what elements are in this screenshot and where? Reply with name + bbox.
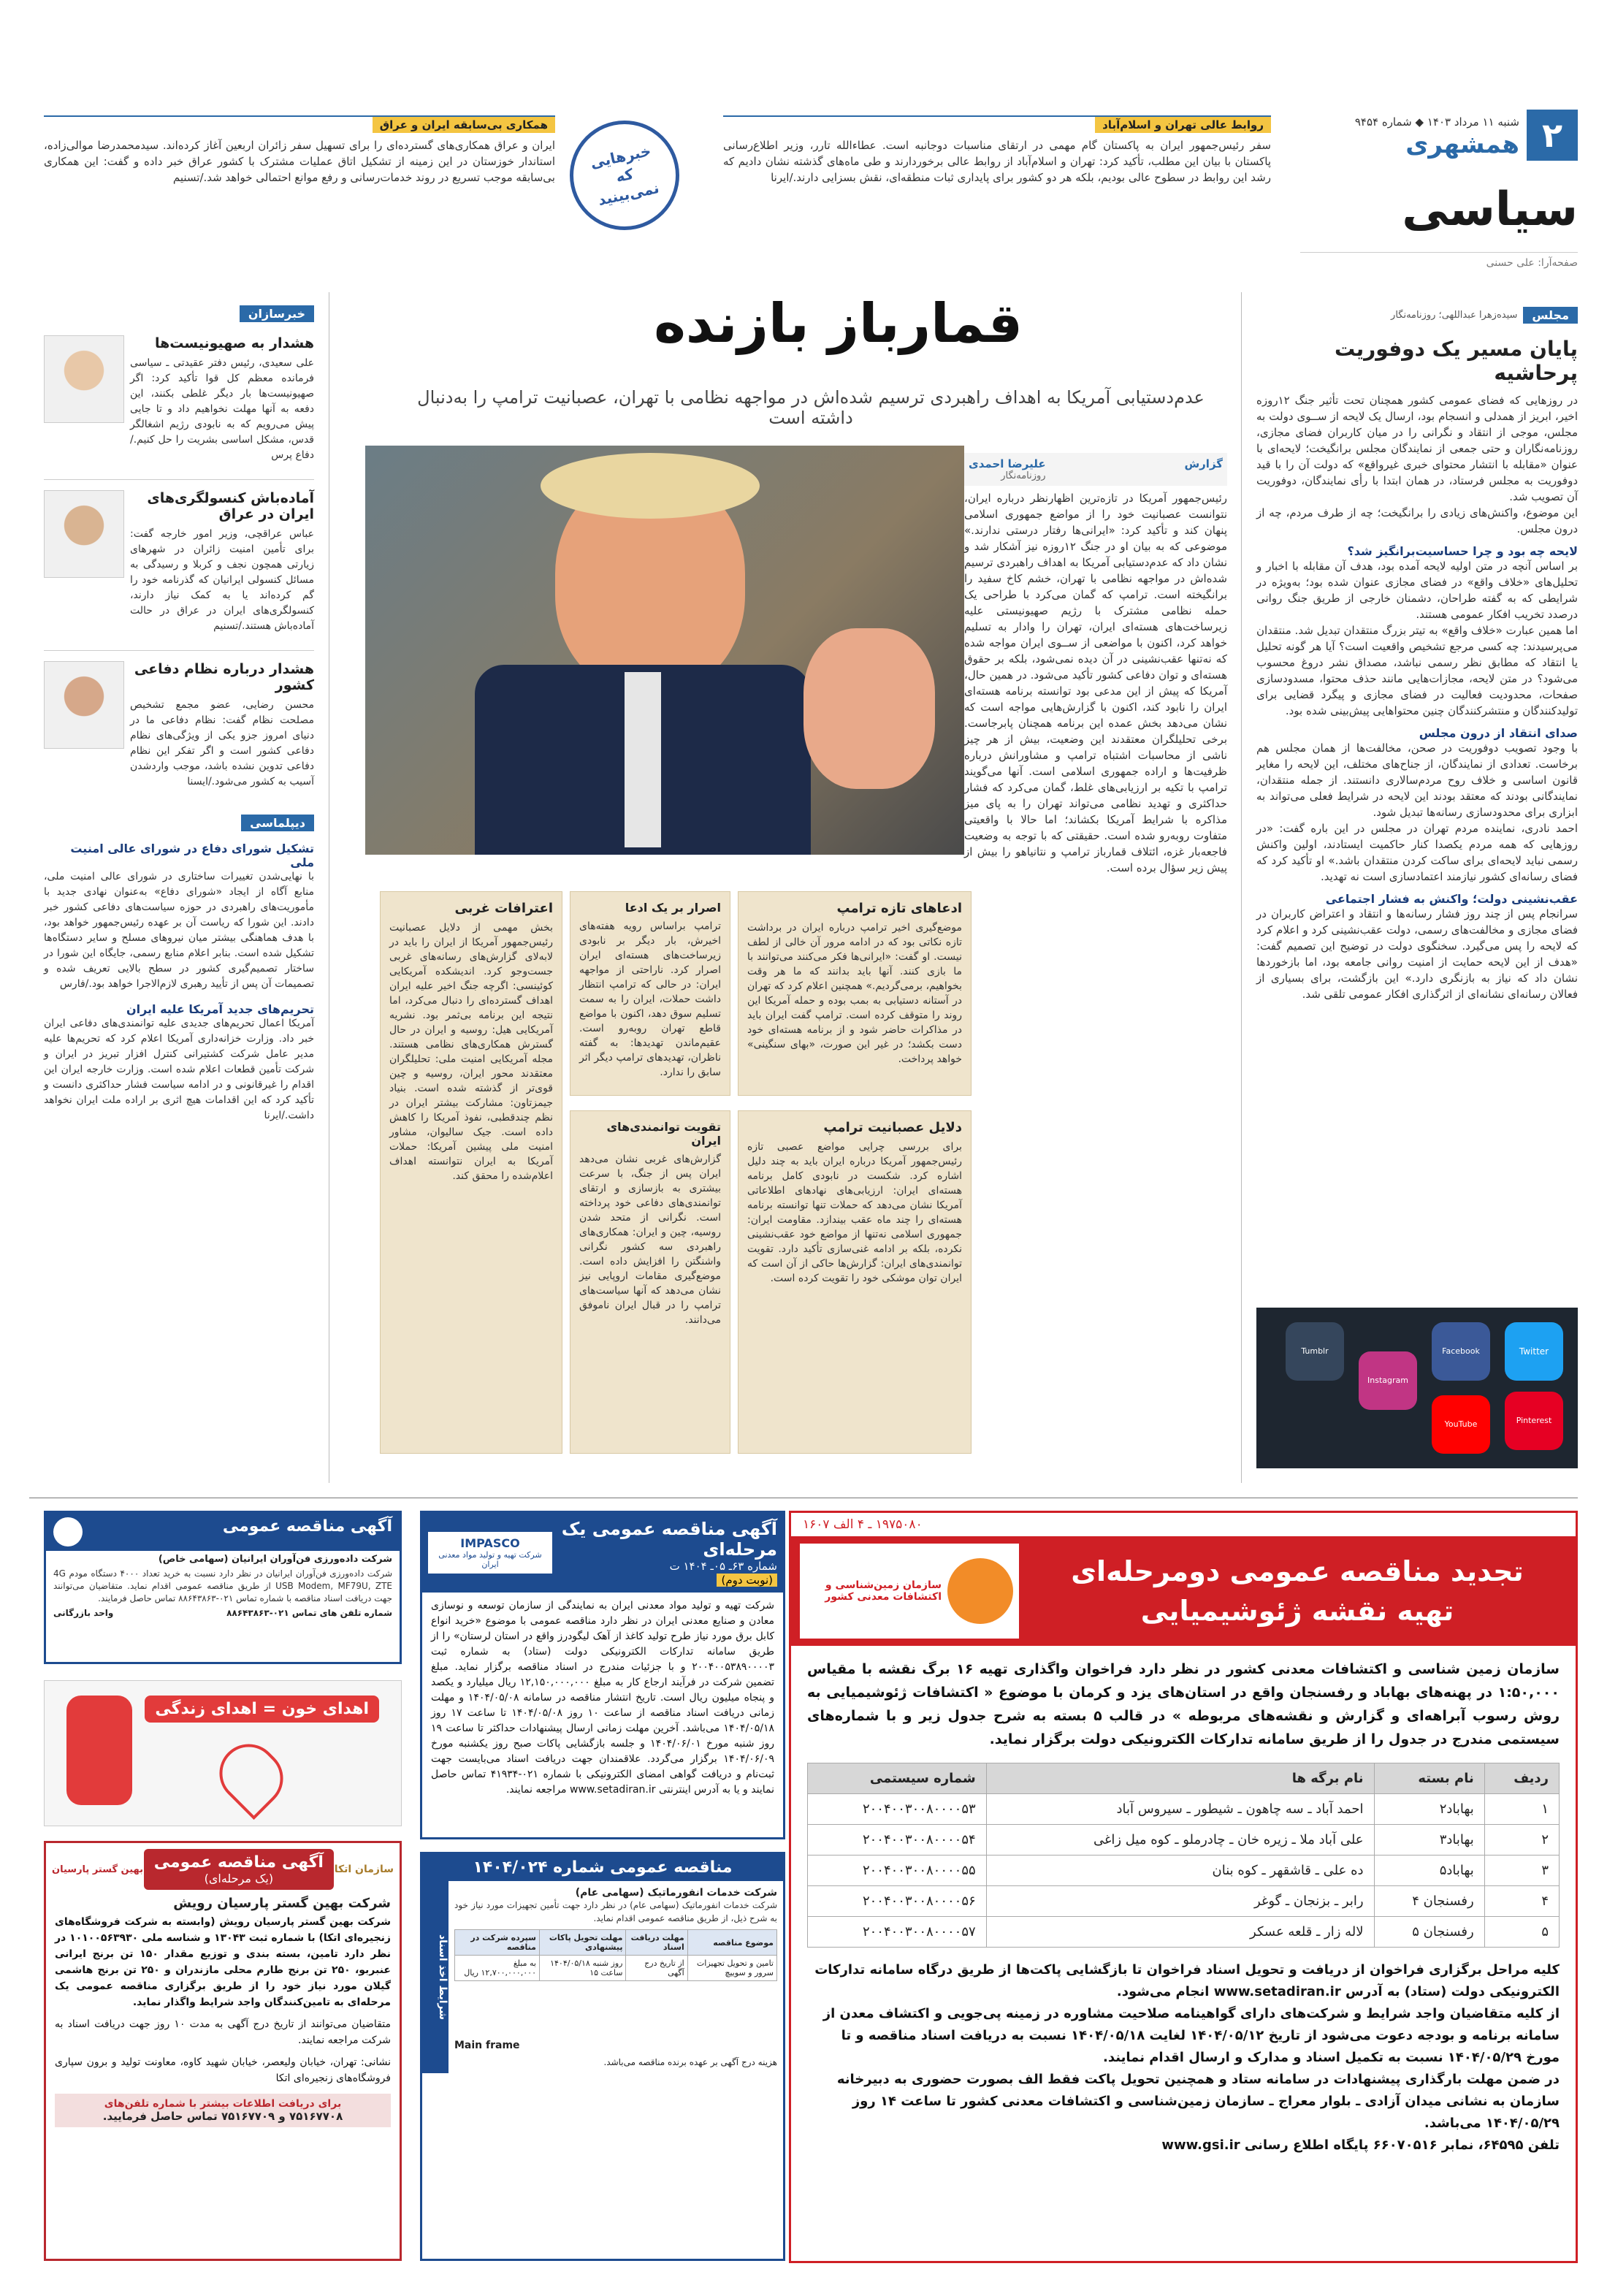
editor-credit: صفحه‌آرا: علی حسنی <box>1486 257 1578 269</box>
fanavaran-title: آگهی مناقصه عمومی <box>222 1517 392 1536</box>
gsi-title1: تجدید مناقصه عمومی دومرحله‌ای <box>1071 1555 1524 1587</box>
table-row: ۱ بهاباد۲ احمد آباد ـ سه چاهون ـ شیطور ـ سیروس آباد ۲۰۰۴۰۰۳۰۰۸۰۰۰۰۵۳ <box>808 1794 1560 1825</box>
behin-title: آگهی مناقصه عمومی <box>153 1853 324 1872</box>
behin-org: سازمان اتکا <box>334 1864 394 1875</box>
khadamat-title: مناقصه عمومی شماره ۱۴۰۴/۰۲۴ <box>422 1854 783 1881</box>
box-western-text: بخش مهمی از دلایل عصبانیت رئیس‌جمهور آمریکا از ایران را باید در لابه‌لای گزارش‌های رسانه‌های غربی جست‌وجو کرد. اندیشکده آمریکایی کوئینسی: اگرچه جنگ اخیر علیه ایران اهداف گسترده‌ای را دنبال می‌کرد، اما نتیجه این برنامه بی‌ثمر بود. نشریه آمریکایی هیل: روسیه و ایران در حال گسترش همکاری‌های نظامی هستند. مجله آمریکایی امنیت ملی: تحلیلگران معتقدند محور ایران، روسیه و چین قوی‌تر از گذشته شده است. بنیاد جیمزتاون: مشارکت بیشتر ایران در نظم چندقطبی، نفوذ آمریکا را کاهش داده است. جیک سالیوان، مشاور امنیت ملی پیشین آمریکا: حملات آمریکا به ایران نتوانسته اهداف اعلام‌شده را محقق کند. <box>389 922 553 1182</box>
majles-h2: صدای انتقاد از درون مجلس <box>1419 726 1578 740</box>
majles-title: پایان مسیر یک دوفوریت پرحاشیه <box>1335 337 1578 385</box>
gsi-bullet-1: کلیه مراحل برگزاری فراخوان از دریافت و تحویل اسناد فراخوان تا بازگشایی پاکت‌ها از طریق درگاه سامانه تدارکات الکترونیکی دولت (ستاد) به آدرس www.setadiran.ir انجام می‌شود. <box>814 1962 1560 1999</box>
fanavaran-phone: شماره تلفن های تماس ۰۲۱-۸۸۶۴۳۸۶۳ <box>226 1608 392 1618</box>
majles-p2: این موضوع، واکنش‌های زیادی را برانگیخت؛ چه از طرف مردم، چه از درون مجلس. <box>1256 506 1578 535</box>
main-headline: قمارباز بازنده <box>654 292 1023 355</box>
byline-name: علیرضا احمدی <box>969 457 1046 470</box>
impasco-turn: (نوبت دوم) <box>717 1574 777 1587</box>
avatar-saeedi <box>44 335 124 423</box>
ad-khadamat <box>420 1852 785 2261</box>
ad-gsi <box>789 1511 1578 2263</box>
khadamat-mainframe: Main frame <box>454 2040 520 2051</box>
avatar-araghchi <box>44 490 124 578</box>
teaser-right-title: روابط عالی تهران و اسلام‌آباد <box>1095 117 1271 133</box>
majles-p6: احمد نادری، نماینده مردم تهران در مجلس در این باره گفت: «در روزهایی که همه مردم یکصدا کنار حاکمیت ایستادند، اولین واکنش رسمی نباید لایحه‌ای برای ساکت کردن منتقدان باشد.» او تأکید کرد که فضای رسانه‌ای کشور نیازمند اعتمادسازی است نه تهدید. <box>1256 822 1578 883</box>
behin-subtitle: (یک مرحله‌ای) <box>204 1872 274 1885</box>
gsi-table <box>807 1763 1560 1948</box>
gsi-org: سازمان زمین‌شناسی و اکتشافات معدنی کشور <box>825 1579 942 1603</box>
no-see-stamp <box>560 110 690 240</box>
ad-fanavaran <box>44 1511 402 1664</box>
impasco-org: شرکت تهیه و تولید مواد معدنی ایران <box>438 1550 542 1569</box>
box-strength-title: تقویت توانمندی‌های ایران <box>606 1120 721 1148</box>
impasco-text: شرکت تهیه و تولید مواد معدنی ایران به نمایندگی از سازمان توسعه و نوسازی معادن و صنایع معدنی ایران در نظر دارد مناقصه عمومی با موضوع «خرید انواع کابل برق مورد نیاز طرح تولید کاغذ از آهک لیگودرز واقع در استان لرستان» را از طریق سامانه تدارکات الکترونیکی دولت (ستاد) به شماره ثبت ۲۰۰۴۰۰۵۳۸۹۰۰۰۰۳ و با جزئیات مندرج در اسناد مناقصه برگزار نماید. مبلغ تضمین شرکت در فرآیند ارجاع کار به مبلغ ۱۲,۱۵۰,۰۰۰,۰۰۰ ریال میلیارد و یکصد و پنجاه میلیون ریال است. تاریخ انتشار مناقصه در سامانه ۱۴۰۴/۰۵/۰۸ و مهلت زمانی دریافت اسناد مناقصه از ساعت ۱۰ روز ۱۴۰۴/۰۵/۰۸ تا ساعت ۱۷ روز ۱۴۰۴/۰۵/۱۸ می‌باشد. آخرین مهلت زمانی ارسال پیشنهادات حداکثر تا ساعت ۱۹ روز شنبه مورخ ۱۴۰۴/۰۶/۰۱ و جلسه بازگشایی پاکات صبح روز یکشنبه مورخ ۱۴۰۴/۰۶/۰۹ برگزار می‌گردد. علاقمندان جهت دریافت اسناد می‌بایست جهت ثبت‌نام و دریافت گواهی امضای الکترونیکی با شماره ۰۲۱-۴۱۹۳۴ تماس حاصل نمایند و یا به آدرس اینترنتی www.setadiran.ir مراجعه نمایند. <box>431 1600 775 1796</box>
box-insist-text: ترامپ براساس رویه هفته‌های اخیرش، بار دیگر بر نابودی زیرساخت‌های هسته‌ای ایران اصرار کرد. ناراحتی از مواجهه ایران: در حالی که ترامپ انتظار داشت حملات، ایران را به سمت تسلیم سوق دهد، اکنون با مواضع قاطع تهران روبه‌رو است. عقیم‌ماندن تهدیدها: به گفته ناظران، تهدیدهای ترامپ دیگر اثر سابق را ندارد. <box>579 920 721 1078</box>
section-title: سیاسی <box>1402 183 1578 237</box>
table-row: ۴ رفسنجان ۴ رابر ـ بزنجان ـ گوغر ۲۰۰۴۰۰۳۰۰۸۰۰۰۰۵۶ <box>808 1886 1560 1917</box>
main-subtitle: عدم‌دستیابی آمریکا به اهداف راهبردی ترسیم شده‌اش در مواجهه نظامی با تهران، عصبانیت ترامپ را به‌دنبال داشته است <box>417 387 1205 428</box>
khadamat-side: شرایط اخذ اسناد <box>422 1881 448 2073</box>
ad-behin <box>44 1841 402 2261</box>
n1-title: هشدار به صهیونیست‌ها <box>154 335 314 351</box>
page-number: ۲ <box>1527 110 1578 161</box>
khadamat-table: موضوع مناقصه مهلت دریافت اسناد مهلت تحویل پاکات پیشنهادی سپرده شرکت در مناقصه تامین و تحویل تجهیزات سرور و سوییچ از تاریخ درج آگهی روز شنبه ۱۴۰۴/۰۵/۱۸ ساعت ۱۵ به مبلغ ۱۲,۷۰۰,۰۰۰,۰۰۰ ریال <box>454 1929 777 1981</box>
box-western-title: اعترافات غربی <box>454 901 553 916</box>
blood-slogan: اهدای خون = اهدای زندگی <box>145 1696 379 1723</box>
paper-logo: همشهری <box>1405 130 1519 159</box>
fanavaran-logo-icon <box>53 1517 83 1546</box>
teaser-left-title: همکاری بی‌سابقه ایران و عراق <box>373 117 555 133</box>
behin-deadline: متقاضیان می‌توانند از تاریخ درج آگهی به مدت ۱۰ روز جهت دریافت اسناد به شرکت مراجعه نمایند. <box>55 2018 391 2046</box>
impasco-brand: IMPASCO <box>460 1536 520 1550</box>
n1-text: علی سعیدی، رئیس دفتر عقیدتی ـ سیاسی فرمانده معظم کل قوا تأکید کرد: اگر صهیونیست‌ها بار دیگر غلطی بکنند، این دفعه به آنها مهلت نخواهیم داد و تا جایی پیش می‌رویم که به نابودی رژیم اشغالگر قدس، مشکل اساسی بشریت را حل کنیم./دفاع پرس <box>130 357 314 461</box>
byline-role: روزنامه‌نگار <box>1001 470 1046 481</box>
facebook-icon: Facebook <box>1432 1322 1490 1381</box>
paper-box-insist <box>570 891 730 1096</box>
gsi-th: ردیف <box>1484 1763 1559 1794</box>
behin-company: شرکت بهین گستر پارسیان رویش <box>173 1896 391 1911</box>
n4-title: تشکیل شورای دفاع در شورای عالی امنیت ملی <box>70 842 314 869</box>
n2-title: آماده‌باش کنسولگری‌های ایران در عراق <box>147 490 314 522</box>
box-reasons-title: دلایل عصبانیت ترامپ <box>823 1120 962 1135</box>
box-claims-text: موضع‌گیری اخیر ترامپ درباره ایران در برداشت تازه نکاتی بود که در ادامه مرور آن خالی از لطف نیست. او گفت: «ایرانی‌ها فکر می‌کنند می‌توانند با ما بازی کنند. آنها باید بدانند که ما هر وقت بخواهیم، برمی‌گردیم.» همچنین اعلام کرد که تهران در آستانه دستیابی به بمب بوده و حمله آمریکا این روند را متوقف کرده است. ترامپ گفت ایران باید در مذاکرات حاضر شود و از برنامه هسته‌ای خود دست بکشد؛ در غیر این صورت، «بهای سنگینی» خواهد پرداخت. <box>747 922 962 1065</box>
top-teaser-right <box>723 115 1271 225</box>
impasco-title: آگهی مناقصه عمومی یک مرحله‌ای <box>561 1519 777 1560</box>
impasco-number: شماره ۶۳ـ ۰۵ـ ۱۴۰۴ ت <box>669 1560 777 1573</box>
behin-brand: بهین گستر پارسیان <box>52 1864 144 1875</box>
left-column <box>44 307 314 1505</box>
khadamat-foot: هزینه درج آگهی بر عهده برنده مناقصه می‌باشد. <box>603 2057 777 2067</box>
n4-text: با نهایی‌شدن تغییرات ساختاری در شورای عالی امنیت ملی، منابع آگاه از ایجاد «شورای دفاع» به‌عنوان نهادی جدید با مأموریت‌های راهبردی در حوزه سیاست‌های دفاعی کشور خبر دادند. این شورا که ریاست آن بر عهده رئیس‌جمهور خواهد بود، با هدف هماهنگی بیشتر میان نیروهای مسلح و سایر دستگاه‌ها تشکیل شده است. بنابر اعلام منابع رسمی، جایگاه این شورا در ساختار تصمیم‌گیری کشور در سطح بالایی تعریف شده و تصمیمات آن پس از تأیید رهبری لازم‌الاجرا خواهد بود./فارس <box>44 871 314 990</box>
pinterest-icon: Pinterest <box>1505 1392 1563 1450</box>
n2-text: عباس عراقچی، وزیر امور خارجه گفت: برای تأمین امنیت زائران در شهرهای زیارتی همچون نجف و کربلا و رسیدگی به مسائل کنسولی ایرانیان که گذرنامه خود را گم کرده‌اند یا به کمک نیاز دارند، کنسولگری‌های ایران در عراق در حالت آماده‌باش هستند./تسنیم <box>130 528 314 632</box>
ad-blood-donation <box>44 1680 402 1826</box>
paper-box-claims <box>738 891 972 1096</box>
behin-phone-label: برای دریافت اطلاعات بیشتر با شماره تلفن‌های <box>104 2098 342 2110</box>
n5-title: تحریم‌های جدید آمریکا علیه ایران <box>126 1002 314 1016</box>
gsi-ad-id: ۱۹۷۵۰۸۰ ـ ۴ الف ۱۶۰۷ <box>803 1517 923 1532</box>
paper-box-western <box>380 891 562 1454</box>
masthead <box>1300 110 1578 263</box>
social-media-image <box>1256 1308 1578 1468</box>
ad-impasco <box>420 1511 785 1839</box>
stamp-text: خبرهایی که نمی‌بینید <box>588 142 661 209</box>
youtube-icon: YouTube <box>1432 1395 1490 1454</box>
majles-p5: با وجود تصویب دوفوریت در صحن، مخالفت‌ها از همان مجلس هم برخاست. تعدادی از نمایندگان، از جناح‌های مختلف، این لایحه را مغایر قانون اساسی و خلاف روح مردم‌سالاری دانستند. از جمله منتقدان، نمایندگانی بودند که معتقد بودند این لایحه در شرایط فعلی می‌تواند به ابزاری برای محدودسازی رسانه‌ها تبدیل شود. <box>1256 741 1578 819</box>
gsi-contact: تلفن ۶۴۵۹۵، نمابر ۶۶۰۷۰۵۱۶ پایگاه اطلاع رسانی www.gsi.ir <box>1161 2137 1560 2153</box>
behin-address: نشانی: تهران، خیابان ولیعصر، خیابان شهید کاوه، معاونت تولید و برون سپاری فروشگاه‌های زنجیره‌ای اتکا <box>55 2056 391 2084</box>
gsi-bullet-3: در ضمن مهلت بارگذاری پیشنهادات در سامانه ستاد و همچنین تحویل پاکت فقط الف بصورت حضوری به دبیرخانه سازمان به نشانی میدان آزادی ـ بلوار معراج ـ سازمان زمین‌شناسی و اکتشافات معدنی کشور تا ساعت ۱۴ روز ۱۴۰۴/۰۵/۲۹ می‌باشد. <box>836 2072 1560 2131</box>
instagram-icon: Instagram <box>1359 1351 1417 1410</box>
khabarsazan-label: خبرسازان <box>240 305 314 322</box>
gsi-intro: سازمان زمین شناسی و اکتشافات معدنی کشور در نظر دارد فراخوان واگذاری تهیه ۱۶ برگ نقشه با مقیاس ۱:۵۰,۰۰۰ در پهنه‌های بهاباد و رفسنجان واقع در استان‌های یزد و کرمان با موضوع « اکتشافات ژئوشیمیایی به روش رسوب آبراهه‌ای و گزارش و نقشه‌های مربوطه » در قالب ۵ بسته به شرح جدول زیر و با شماره‌های سیستمی مندرج در جدول را از طریق سامانه تدارکات الکترونیکی دولت برگزار نماید. <box>807 1661 1560 1747</box>
gsi-th: نام برگه ها <box>986 1763 1374 1794</box>
n3-title: هشدار درباره نظام دفاعی کشور <box>134 661 314 693</box>
story-kicker: گزارش <box>1184 457 1223 470</box>
majles-h1: لایحه چه بود و چرا حساسیت‌برانگیز شد؟ <box>1347 544 1578 558</box>
behin-text: شرکت بهین گستر پارسیان رویش (وابسته به شرکت فروشگاه‌های زنجیره‌ای اتکا) با شماره ثبت ۱۳۰۴۳ و شناسه ملی ۱۰۱۰۰۵۶۳۹۳۰ در نظر دارد تامین، بسته بندی و توزیع مقدار ۱۵۰ تن برنج ایرانی عنبربو، ۲۵۰ تن برنج طارم محلی مازندران و ۲۵۰ تن برنج هاشمی گیلان مورد نیاز خود را از طریق برگزاری مناقصه عمومی یک مرحله‌ای به تامین‌کنندگان واجد شرایط واگذار نماید. <box>55 1916 391 2008</box>
majles-p7: سرانجام پس از چند روز فشار رسانه‌ها و انتقاد و اعتراض کاربران در فضای مجازی و مخالفت‌های رسمی، دولت عقب‌نشینی کرد و اعلام کرد که لایحه را پس می‌گیرد. سخنگوی دولت در توضیح این تصمیم گفت: «هدف از این لایحه حمایت از امنیت روانی جامعه بود، اما بازخوردها نشان داد که نیاز به بازنگری دارد.» این بازگشت، برای بسیاری از فعالان رسانه‌ای نشانه‌ای از اثرگذاری افکار عمومی تلقی شد. <box>1256 907 1578 1001</box>
twitter-icon: Twitter <box>1505 1322 1563 1381</box>
gsi-th: شماره سیستمی <box>808 1763 987 1794</box>
table-row: ۲ بهاباد۳ علی آباد ملا ـ زیره خان ـ چادرملو ـ کوه میل زاغی ۲۰۰۴۰۰۳۰۰۸۰۰۰۰۵۴ <box>808 1825 1560 1856</box>
table-row: ۵ رفسنجان ۵ لاله زار ـ قلعه عسکر ۲۰۰۴۰۰۳۰۰۸۰۰۰۰۵۷ <box>808 1917 1560 1948</box>
paper-box-strength <box>570 1110 730 1454</box>
fanavaran-unit: واحد بازرگانی <box>53 1608 114 1618</box>
paper-box-reasons <box>738 1110 972 1454</box>
diplomacy-label: دیپلماسی <box>241 815 314 831</box>
n5-text: آمریکا اعمال تحریم‌های جدیدی علیه توانمندی‌های دفاعی ایران خبر داد. وزارت خزانه‌داری آمریکا اعلام کرد که تحریم‌ها علیه مدیر عامل شرکت کشتیرانی کنترل افزار تبریز در ایران و شرکت تأمین قطعات اعلام شده است. وزارت خارجه ایران این اقدام را غیرقانونی و در ادامه سیاست فشار حداکثری دانست و تأکید کرد که این اقدامات هیچ اثری بر اراده ملت ایران نخواهد داشت./ایرنا <box>44 1018 314 1121</box>
majles-p3: بر اساس آنچه در متن اولیه لایحه آمده بود، هدف آن مقابله با اخبار و تحلیل‌های «خلاف واقع» در فضای مجازی عنوان شده بود؛ به‌ویژه در شرایطی که به گفته طراحان، دشمنان خارجی از طریق جنگ روانی درصدد تخریب افکار عمومی هستند. <box>1256 560 1578 621</box>
majles-section-label: مجلس <box>1523 307 1578 324</box>
fanavaran-text: شرکت داده‌ورزی فن‌آوران ایرانیان در نظر دارد نسبت به خرید تعداد ۴۰۰۰ دستگاه مودم 4G USB Modem, MF79U, ZTE از طریق مناقصه عمومی اقدام نماید. متقاضیان می‌توانند جهت دریافت اسناد مناقصه با شماره تماس ۰۲۱-۸۸۶۴۳۸۶۳ تماس حاصل فرمایند. <box>53 1568 392 1603</box>
top-teaser-left <box>44 115 555 225</box>
majles-p1: در روزهایی که فضای عمومی کشور همچنان تحت تأثیر جنگ ۱۲روزه اخیر، ابریز از همدلی و انسجام بود، ارسال یک لایحه از ســوی دولت به مجلس، موجی از انتقاد و نگرانی را در میان کاربران فضای مجازی، روزنامه‌نگاران و حتی جمعی از نمایندگان مجلس برانگیخت؛ لایحه‌ای با عنوان «مقابله با انتشار محتوای خبری غیرواقع» که دولت آن را با قید دوفوریت به مجلس فرستاد، در همان ابتدا با رأی نمایندگان، دوفوریت آن تصویب شد. <box>1256 394 1578 503</box>
box-insist-title: اصرار بر یک ادعا <box>625 901 721 915</box>
khadamat-org: شرکت خدمات انفورماتیک (سهامی عام) <box>575 1887 777 1899</box>
avatar-rezaei <box>44 661 124 749</box>
box-reasons-text: برای بررسی چرایی مواضع عصبی تازه رئیس‌جمهور آمریکا درباره ایران باید به چند دلیل اشاره کرد. شکست در نابودی کامل برنامه هسته‌ای ایران: ارزیابی‌های نهادهای اطلاعاتی آمریکا نشان می‌دهد که حملات تنها توانسته برنامه هسته‌ای را چند ماه عقب بیندازد. مقاومت ایران: جمهوری اسلامی نه‌تنها از مواضع خود عقب‌نشینی نکرده، بلکه بر ادامه غنی‌سازی تأکید دارد. تقویت توانمندی‌های ایران: گزارش‌ها حاکی از آن است که ایران توان موشکی خود را تقویت کرده است. <box>747 1141 962 1284</box>
main-story-body <box>964 453 1227 874</box>
date-line: شنبه ۱۱ مرداد ۱۴۰۳ ◆ شماره ۹۴۵۴ <box>1354 115 1519 129</box>
blood-bag-icon <box>66 1696 132 1805</box>
gsi-logo-icon <box>947 1558 1013 1624</box>
box-strength-text: گزارش‌های غربی نشان می‌دهد ایران پس از جنگ، با سرعت بیشتری به بازسازی و ارتقای توانمندی‌های دفاعی خود پرداخته است. نگرانی از متحد شدن روسیه، چین و ایران: همکاری‌های راهبردی سه کشور نگرانی واشنگتن را افزایش داده است. موضع‌گیری مقامات اروپایی نیز نشان می‌دهد که آنها سیاست‌های ترامپ را در قبال ایران ناموفق می‌دانند. <box>579 1153 721 1326</box>
majles-p4: اما همین عبارت «خلاف واقع» به تیتر بزرگ منتقدان تبدیل شد. منتقدان می‌پرسیدند: چه کسی مرجع تشخیص واقعیت است؟ آیا هر گونه تحلیل یا انتقاد که مطابق نظر رسمی نباشد، مصداق نشر دروغ محسوب می‌شود؟ در متن لایحه، مجازات‌هایی مانند حذف محتوا، مسدودسازی صفحات، محدودیت فعالیت در فضای مجازی و پیگرد قضایی برای تولیدکنندگان و منتشرکنندگان چنین محتواهایی پیش‌بینی شده بود. <box>1256 624 1578 717</box>
gsi-bullet-2: از کلیه متقاضیان واجد شرایط و شرکت‌های دارای گواهینامه صلاحیت مشاوره در زمینه پی‌جویی و اکتشاف معدن از سامانه برنامه و بودجه دعوت می‌شود از تاریخ ۱۴۰۴/۰۵/۱۲ لغایت ۱۴۰۴/۰۵/۱۸ نسبت به دریافت اسناد مناقصه و تا مورخ ۱۴۰۴/۰۵/۲۹ نسبت به تکمیل اسناد و مدارک و ارسال اقدام نمایند. <box>822 2006 1560 2065</box>
fanavaran-org: شرکت داده‌ورزی فن‌آوران ایرانیان (سهامی خاص) <box>158 1554 392 1565</box>
table-row: ۳ بهاباد۵ ده علی ـ قاشقهر ـ کوه بنان ۲۰۰۴۰۰۳۰۰۸۰۰۰۰۵۵ <box>808 1856 1560 1886</box>
gsi-title2: تهیه نقشه ژئوشیمیایی <box>1140 1595 1454 1627</box>
behin-phone: ۷۵۱۶۷۷۰۸ و ۷۵۱۶۷۷۰۹ تماس حاصل فرمایید. <box>102 2110 343 2123</box>
majles-h3: عقب‌نشینی دولت؛ واکنش به فشار اجتماعی <box>1325 892 1578 906</box>
heart-icon <box>207 1732 295 1820</box>
tumblr-icon: Tumblr <box>1286 1322 1344 1381</box>
khadamat-text: شرکت خدمات انفورماتیک (سهامی عام) در نظر دارد جهت تأمین تجهیزات مورد نیاز خود به شرح ذیل، از طریق مناقصه عمومی اقدام نماید. <box>454 1900 777 1923</box>
box-claims-title: ادعاهای تازه ترامپ <box>836 901 962 916</box>
table-row: تامین و تحویل تجهیزات سرور و سوییچ از تاریخ درج آگهی روز شنبه ۱۴۰۴/۰۵/۱۸ ساعت ۱۵ به مبلغ ۱۲,۷۰۰,۰۰۰,۰۰۰ ریال <box>455 1956 777 1981</box>
gsi-th: نام بسته <box>1374 1763 1484 1794</box>
majles-byline: سیده‌زهرا عبداللهی؛ روزنامه‌نگار <box>1391 310 1518 321</box>
story-body-text: رئیس‌جمهور آمریکا در تازه‌ترین اظهارنظر درباره ایران، نتوانست عصبانیت خود را از مواضع جمهوری اسلامی پنهان کند و تأکید کرد: «ایرانی‌ها رفتار درستی ندارند.» موضوعی که به بیان او در جنگ ۱۲روزه نیز آشکار شد و نشان داد که عدم‌دستیابی آمریکا به اهداف راهبردی ترسیم شده‌اش در مواجهه نظامی با تهران، خشم کاخ سفید را برانگیخته است. ترامپ که گمان می‌کرد با طراحی یک حمله نظامی مشترک با رژیم صهیونیستی علیه زیرساخت‌های هسته‌ای ایران، تهران را وادار به تسلیم خواهد کرد، اکنون با مواضعی از ســوی ایران مواجه شده که نه‌تنها عقب‌نشینی در آن دیده نمی‌شود، بلکه بر حقوق هسته‌ای و توان دفاعی کشور تأکید می‌شود. در همین حال، آمریکا که پیش از این مدعی بود توانسته برنامه هسته‌ای ایران را نابود کند، اکنون با گزارش‌هایی مواجه است که نشان می‌دهد بخش عمده این برنامه همچنان پابرجاست. برخی تحلیلگران معتقدند این وضعیت، بیش از هر چیز ناشی از محاسبات اشتباه ترامپ و مشاورانش درباره ظرفیت‌ها و اراده جمهوری اسلامی است. آنها می‌گویند ترامپ با تکیه بر ارزیابی‌های غلط، گمان می‌کرد که فشار حداکثری و تهدید نظامی می‌تواند تهران را به پای میز مذاکره با شرایط آمریکا بکشاند؛ اما حالا با واقعیتی متفاوت روبه‌رو شده است. حقیقتی که با توجه به وضعیت فاجعه‌بار غزه، ائتلاف قمارباز ترامپ و نتانیاهو را بیش از پیش زیر سؤال برده است. <box>964 492 1227 874</box>
teaser-left-text: ایران و عراق همکاری‌های گسترده‌ای را برای تسهیل سفر زائران اربعین آغاز کرده‌اند. سیدمحمدرضا موالی‌زاده، استاندار خوزستان در این زمینه از تشکیل اتاق عملیات مشترک با کشور عراق خبر داده و گفت: این همکاری بی‌سابقه موجب تسریع در روند خدمات‌رسانی و رفع موانع احتمالی خواهد شد./تسنیم <box>44 139 555 184</box>
teaser-right-text: سفر رئیس‌جمهور ایران به پاکستان گام مهمی در ارتقای مناسبات دوجانبه است. عطاءالله تارر، وزیر اطلاع‌رسانی پاکستان با بیان این مطلب، تأکید کرد: تهران و اسلام‌آباد از روابط عالی برخوردارند و طی ماه‌های گذشته نشان دادیم که رشد این روابط در سطوح عالی بودیم، بلکه هر دو کشور برای پایداری ثبات منطقه‌ای، نقش بسزایی دارند./ایرنا <box>723 139 1271 184</box>
trump-photo <box>365 446 964 855</box>
n3-text: محسن رضایی، عضو مجمع تشخیص مصلحت نظام گفت: نظام دفاعی ما در دنیای امروز جزو یکی از ویژگی‌های نظام دفاعی کشور است و اگر تفکر این نظام دفاعی تدوین نشده باشد، موجب واردشدن آسیب به کشور می‌شود./ایسنا <box>130 699 314 787</box>
